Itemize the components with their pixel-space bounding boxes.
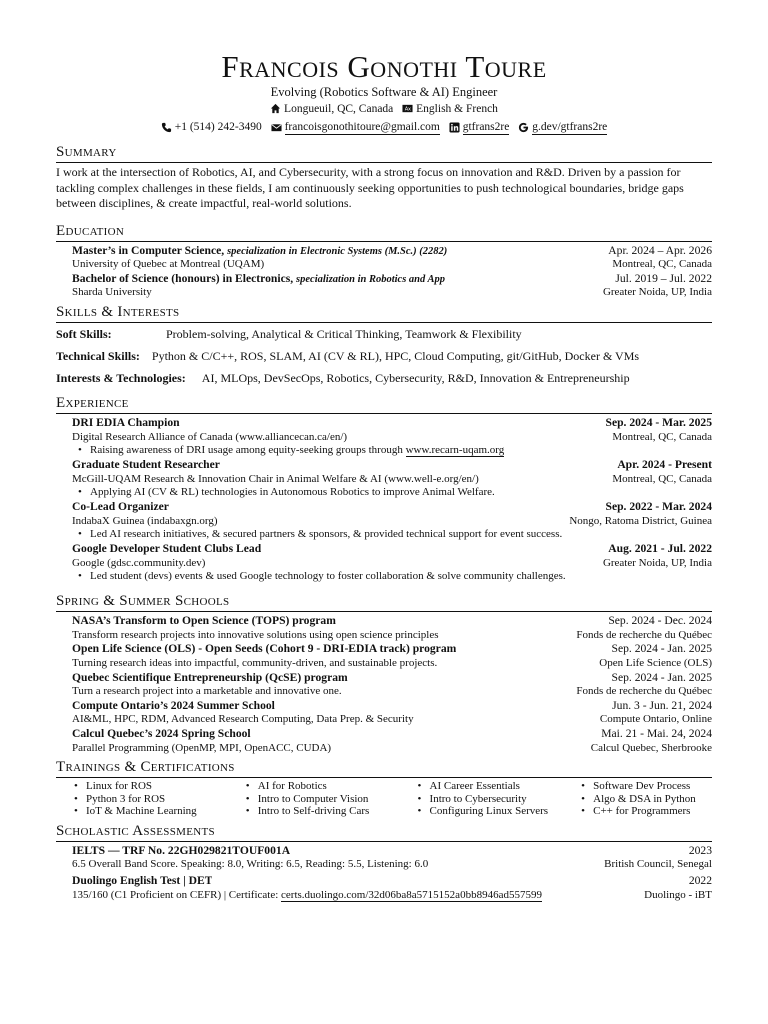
dates: Apr. 2024 - Present bbox=[617, 458, 712, 472]
cert-column bbox=[74, 780, 246, 818]
organization: McGill-UQAM Research & Innovation Chair in Animal Welfare & AI (www.well-e.org/en/) bbox=[72, 472, 479, 485]
school: University of Quebec at Montreal (UQAM) bbox=[72, 258, 265, 271]
place: Greater Noida, UP, India bbox=[602, 556, 712, 569]
score-detail: 135/160 (C1 Proficient on CEFR) | Certificate: bbox=[72, 888, 279, 901]
role: DRI EDIA Champion bbox=[72, 416, 180, 430]
linkedin-icon bbox=[449, 122, 460, 133]
list-item: • Intro to Self-driving Cars bbox=[246, 805, 418, 818]
program-name: Calcul Quebec’s 2024 Spring School bbox=[72, 727, 251, 741]
candidate-name: Francois Gonothi Toure bbox=[221, 49, 547, 84]
experience-entry bbox=[56, 416, 712, 458]
skill-row: Soft Skills: Problem-solving, Analytical & Critical Thinking, Teamwork & Flexibility bbox=[56, 327, 522, 342]
link[interactable]: www.recarn-uqam.org bbox=[405, 444, 505, 457]
cert-column bbox=[246, 780, 418, 818]
program-name: Compute Ontario’s 2024 Summer School bbox=[72, 698, 275, 712]
place: Greater Noida, UP, India bbox=[602, 286, 712, 299]
contact-line-2 bbox=[56, 120, 712, 138]
description: Turning research ideas into impactful, community-driven, and sustainable projects. bbox=[72, 656, 438, 669]
cert-column bbox=[418, 780, 582, 818]
dates: Sep. 2024 - Dec. 2024 bbox=[608, 614, 712, 628]
list-item: • Intro to Computer Vision bbox=[246, 793, 418, 806]
assessments-section bbox=[56, 822, 712, 902]
organization: Fonds de recherche du Québec bbox=[576, 628, 712, 641]
organization: Open Life Science (OLS) bbox=[599, 656, 712, 669]
organization: Fonds de recherche du Québec bbox=[576, 685, 712, 698]
description: AI&ML, HPC, RDM, Advanced Research Computing, Data Prep. & Security bbox=[72, 713, 414, 726]
education-entry bbox=[56, 244, 712, 272]
list-item: • IoT & Machine Learning bbox=[74, 805, 246, 818]
envelope-icon bbox=[271, 122, 282, 133]
assessment-entry bbox=[56, 844, 712, 872]
list-item: • Raising awareness of DRI usage among equity-seeking groups through www.recarn-uqam.org bbox=[72, 444, 712, 458]
email[interactable]: francoisgonothitoure@gmail.com bbox=[271, 120, 440, 135]
program-name: Quebec Scientifique Entrepreneurship (QcSE) program bbox=[72, 670, 348, 684]
certifications-grid bbox=[56, 780, 712, 818]
year: 2022 bbox=[688, 874, 712, 888]
google-icon bbox=[518, 122, 529, 133]
phone-icon bbox=[161, 122, 172, 133]
organization: Google (gdsc.community.dev) bbox=[72, 556, 206, 569]
description: Parallel Programming (OpenMP, MPI, OpenACC, CUDA) bbox=[72, 741, 332, 754]
specialization: specialization in Robotics and App bbox=[296, 273, 445, 285]
dates: Sep. 2024 - Jan. 2025 bbox=[611, 642, 712, 656]
section-title: Skills & Interests bbox=[56, 303, 712, 323]
place: Nongo, Ratoma District, Guinea bbox=[569, 514, 712, 527]
summary-section bbox=[56, 143, 712, 212]
cert-column bbox=[581, 780, 712, 818]
school-entry bbox=[56, 671, 712, 699]
skill-row: Technical Skills: Python & C/C++, ROS, SLAM, AI (CV & RL), HPC, Cloud Computing, git/GitHub, Docker & VMs bbox=[56, 349, 640, 364]
linkedin[interactable]: gtfrans2re bbox=[449, 120, 510, 135]
list-item: • Led student (devs) events & used Google technology to foster collaboration & solve community challenges. bbox=[72, 570, 712, 584]
skill-row: Interests & Technologies: AI, MLOps, DevSecOps, Robotics, Cybersecurity, R&D, Innovation & Entrepreneurship bbox=[56, 371, 630, 386]
place: Montreal, QC, Canada bbox=[612, 430, 712, 443]
school-entry bbox=[56, 614, 712, 642]
list-item: • AI for Robotics bbox=[246, 780, 418, 793]
section-title: Education bbox=[56, 222, 712, 242]
schools-section bbox=[56, 592, 712, 755]
languages: A x English & French bbox=[402, 102, 498, 116]
dates: Sep. 2022 - Mar. 2024 bbox=[605, 500, 712, 514]
google-dev-profile[interactable]: g.dev/gtfrans2re bbox=[518, 120, 607, 135]
place: Montreal, QC, Canada bbox=[612, 258, 712, 271]
list-item: • Configuring Linux Servers bbox=[418, 805, 582, 818]
dates: Aug. 2021 - Jul. 2022 bbox=[608, 542, 712, 556]
description: Transform research projects into innovative solutions using open science principles bbox=[72, 628, 439, 641]
dates: Apr. 2024 – Apr. 2026 bbox=[608, 243, 712, 257]
certificate-link[interactable]: certs.duolingo.com/32d06ba8a5715152a0bb8946ad557599 bbox=[281, 888, 542, 901]
dates: Jun. 3 - Jun. 21, 2024 bbox=[612, 698, 712, 712]
description: Turn a research project into a marketable and innovative one. bbox=[72, 685, 342, 698]
program-name: NASA’s Transform to Open Science (TOPS) program bbox=[72, 614, 336, 628]
organization: Digital Research Alliance of Canada (www.alliancecan.ca/en/) bbox=[72, 430, 348, 443]
language-icon bbox=[402, 103, 413, 114]
education-entry bbox=[56, 272, 712, 300]
organization: Calcul Quebec, Sherbrooke bbox=[590, 741, 712, 754]
contact-line-1 bbox=[56, 102, 712, 119]
tagline: Evolving (Robotics Software & AI) Engineer bbox=[270, 85, 498, 99]
location: Longueuil, QC, Canada bbox=[270, 102, 393, 116]
skills-section bbox=[56, 303, 712, 386]
organization: British Council, Senegal bbox=[604, 858, 712, 871]
degree: Bachelor of Science (honours) in Electronics, bbox=[72, 271, 294, 285]
list-item: • Intro to Cybersecurity bbox=[418, 793, 582, 806]
assessment-entry bbox=[56, 874, 712, 902]
school-entry bbox=[56, 699, 712, 727]
list-item: • C++ for Programmers bbox=[581, 805, 712, 818]
section-title: Summary bbox=[56, 143, 712, 163]
list-item: • Linux for ROS bbox=[74, 780, 246, 793]
home-icon bbox=[270, 103, 281, 114]
list-item: • AI Career Essentials bbox=[418, 780, 582, 793]
experience-entry bbox=[56, 542, 712, 584]
svg-text:A: A bbox=[404, 106, 409, 113]
degree: Master’s in Computer Science, bbox=[72, 243, 225, 257]
summary-text: I work at the intersection of Robotics, AI, and Cybersecurity, with a strong focus on innovation and R&D. Driven by a passion for tackling complex challenges in these fields, I am continuously seeking opportunities to push technological boundaries, bridge gaps between disciplines, & create impactful, real-world solutions. bbox=[56, 165, 684, 211]
organization: IndabaX Guinea (indabaxgn.org) bbox=[72, 514, 218, 527]
section-title: Spring & Summer Schools bbox=[56, 592, 712, 612]
experience-entry bbox=[56, 458, 712, 500]
role: Graduate Student Researcher bbox=[72, 458, 220, 472]
test-name: IELTS — TRF No. 22GH029821TOUF001A bbox=[72, 843, 291, 857]
experience-entry bbox=[56, 500, 712, 542]
section-title: Experience bbox=[56, 394, 712, 414]
dates: Jul. 2019 – Jul. 2022 bbox=[615, 271, 712, 285]
year: 2023 bbox=[688, 843, 712, 857]
dates: Mai. 21 - Mai. 24, 2024 bbox=[601, 727, 712, 741]
score-detail: 6.5 Overall Band Score. Speaking: 8.0, Writing: 6.5, Reading: 5.5, Listening: 6.0 bbox=[72, 858, 429, 871]
specialization: specialization in Electronic Systems (M.Sc.) (2282) bbox=[227, 245, 448, 257]
organization: Duolingo - iBT bbox=[644, 888, 712, 901]
place: Montreal, QC, Canada bbox=[612, 472, 712, 485]
role: Co-Lead Organizer bbox=[72, 500, 169, 514]
list-item: • Python 3 for ROS bbox=[74, 793, 246, 806]
section-title: Scholastic Assessments bbox=[56, 822, 712, 842]
role: Google Developer Student Clubs Lead bbox=[72, 542, 262, 556]
education-section bbox=[56, 222, 712, 300]
list-item: • Led AI research initiatives, & secured partners & sponsors, & provided technical support for event success. bbox=[72, 528, 712, 542]
trainings-section bbox=[56, 758, 712, 818]
list-item: • Algo & DSA in Python bbox=[581, 793, 712, 806]
phone[interactable]: +1 (514) 242-3490 bbox=[161, 120, 262, 134]
organization: Compute Ontario, Online bbox=[599, 713, 712, 726]
school-entry bbox=[56, 642, 712, 670]
list-item: • Software Dev Process bbox=[581, 780, 712, 793]
test-name: Duolingo English Test | DET bbox=[72, 874, 213, 888]
list-item: • Applying AI (CV & RL) technologies in Autonomous Robotics to improve Animal Welfare. bbox=[72, 486, 712, 500]
dates: Sep. 2024 - Mar. 2025 bbox=[605, 416, 712, 430]
section-title: Trainings & Certifications bbox=[56, 758, 712, 778]
school-entry bbox=[56, 727, 712, 755]
dates: Sep. 2024 - Jan. 2025 bbox=[611, 670, 712, 684]
experience-section bbox=[56, 394, 712, 584]
school: Sharda University bbox=[72, 286, 152, 299]
program-name: Open Life Science (OLS) - Open Seeds (Cohort 9 - DRI-EDIA track) program bbox=[72, 642, 457, 656]
svg-text:x: x bbox=[408, 106, 412, 113]
